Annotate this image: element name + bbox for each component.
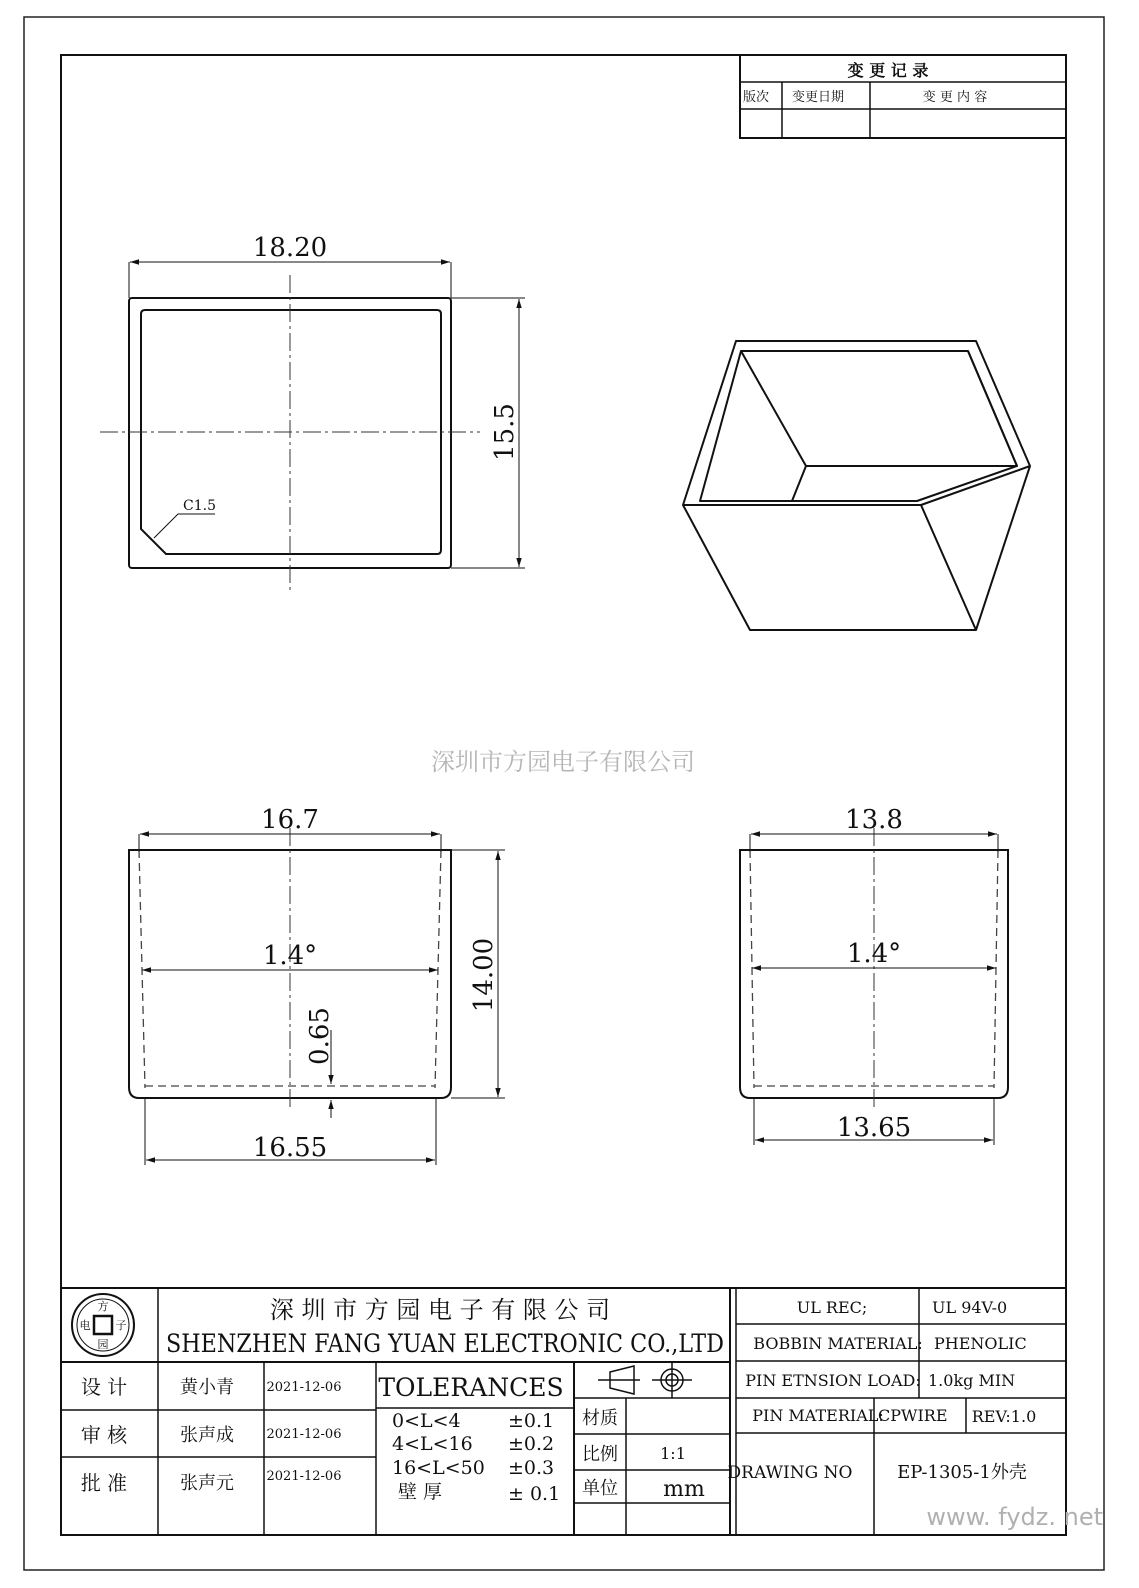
- front-view-bottom-width-label: 16.55: [252, 1133, 328, 1163]
- tolerance-range-3: 16<L<50: [392, 1457, 485, 1479]
- company-name-cn: 深 圳 市 方 园 电 子 有 限 公 司: [269, 1296, 611, 1324]
- signoff-role-design: 设 计: [80, 1375, 128, 1399]
- projection-symbol-icon: [598, 1362, 692, 1398]
- change-record-table: [740, 55, 1066, 138]
- signoff-role-review: 审 核: [80, 1423, 128, 1447]
- change-record-col-content: 变 更 内 容: [922, 90, 988, 105]
- iso-inner-rim: [700, 351, 1017, 501]
- ul-rec-value: UL 94V-0: [932, 1298, 1008, 1317]
- svg-text:电: 电: [79, 1319, 91, 1332]
- revision-label: REV:1.0: [971, 1407, 1037, 1426]
- unit-value: mm: [663, 1477, 705, 1502]
- svg-text:方: 方: [97, 1300, 109, 1313]
- signoff-date-design: 2021-12-06: [266, 1380, 342, 1395]
- tolerance-value-2: ±0.2: [508, 1433, 555, 1455]
- pin-tension-value: 1.0kg MIN: [928, 1371, 1016, 1390]
- drawing-no-value: EP-1305-1外壳: [897, 1462, 1027, 1483]
- front-view-wall-label: 0.65: [305, 1007, 335, 1065]
- chamfer-leader: [154, 514, 215, 538]
- tolerances-title: TOLERANCES: [378, 1373, 564, 1402]
- signoff-name-approve: 张声元: [180, 1473, 234, 1494]
- company-logo: [72, 1294, 134, 1356]
- svg-text:子: 子: [115, 1319, 127, 1332]
- change-record-col-version: 版次: [742, 90, 770, 105]
- front-view-angle-label: 1.4°: [262, 941, 318, 971]
- tolerance-value-1: ±0.1: [508, 1410, 555, 1432]
- signoff-date-approve: 2021-12-06: [266, 1469, 342, 1484]
- side-view-bottom-width-label: 13.65: [836, 1113, 912, 1143]
- top-view-height-label: 15.5: [490, 403, 520, 461]
- signoff-date-review: 2021-12-06: [266, 1427, 342, 1442]
- bobbin-material-label: BOBBIN MATERIAL:: [753, 1334, 923, 1353]
- top-view-width-label: 18.20: [252, 233, 328, 263]
- top-view: [100, 233, 525, 590]
- tolerance-range-wall: 壁 厚: [398, 1481, 443, 1503]
- bobbin-material-value: PHENOLIC: [934, 1334, 1027, 1353]
- drawing-no-label: DRAWING NO: [727, 1463, 853, 1483]
- change-record-title: 变 更 记 录: [847, 61, 929, 80]
- change-record-col-date: 变更日期: [791, 90, 845, 105]
- tolerance-range-1: 0<L<4: [392, 1410, 461, 1432]
- site-watermark: www. fydz. net: [926, 1503, 1103, 1531]
- signoff-name-review: 张声成: [180, 1425, 234, 1446]
- signoff-role-approve: 批 准: [80, 1471, 128, 1495]
- ul-rec-label: UL REC;: [796, 1298, 868, 1317]
- company-watermark: 深圳市方园电子有限公司: [431, 748, 695, 776]
- material-label: 材质: [582, 1408, 618, 1429]
- tolerance-range-2: 4<L<16: [392, 1433, 473, 1455]
- pin-material-label: PIN MATERIAL:: [752, 1406, 884, 1425]
- isometric-view: [683, 341, 1030, 630]
- chamfer-label: C1.5: [183, 498, 216, 514]
- front-view-top-width-label: 16.7: [261, 805, 319, 835]
- front-view: [129, 805, 505, 1165]
- title-block: [61, 1288, 1066, 1535]
- side-view-top-width-label: 13.8: [845, 805, 903, 835]
- scale-label: 比例: [582, 1444, 618, 1465]
- svg-text:园: 园: [97, 1338, 109, 1351]
- unit-label: 单位: [582, 1478, 618, 1499]
- pin-material-value: CPWIRE: [878, 1406, 948, 1425]
- front-view-height-label: 14.00: [469, 937, 499, 1013]
- side-view: [740, 805, 1008, 1145]
- tolerance-value-wall: ± 0.1: [508, 1483, 561, 1505]
- signoff-name-design: 黄小青: [180, 1377, 234, 1398]
- scale-value: 1:1: [660, 1444, 686, 1463]
- tolerance-value-3: ±0.3: [508, 1457, 555, 1479]
- company-name-en: SHENZHEN FANG YUAN ELECTRONIC CO.,LTD: [166, 1329, 724, 1358]
- side-view-angle-label: 1.4°: [846, 939, 902, 969]
- pin-tension-label: PIN ETNSION LOAD:: [745, 1371, 921, 1390]
